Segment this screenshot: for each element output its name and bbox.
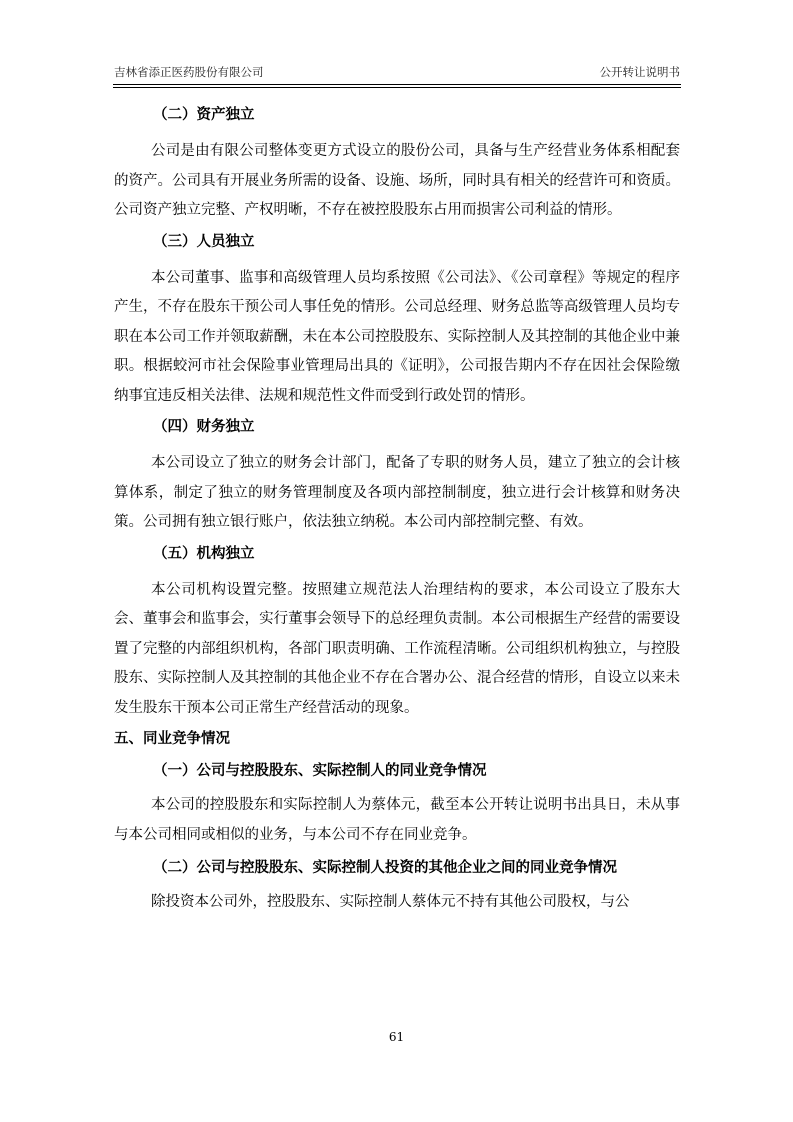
competition-section-heading: 五、同业竞争情况	[114, 731, 230, 747]
asset-independence-heading: （二）资产独立	[153, 107, 255, 123]
organization-independence-paragraph: 本公司机构设置完整。按照建立规范法人治理结构的要求，本公司设立了股东大会、董事会和监事会，实行董事会领导下的总经理负责制。本公司根据生产经营的需要设置了完整的内部组织机构，各部门职责明确、工作流程清晰。公司组织机构独立，与控股股东、实际控制人及其控制的其他企业不存在合署办公、混合经营的情形，自设立以来未发生股东干预本公司正常生产经营活动的现象。	[114, 581, 680, 716]
organization-independence-heading: （五）机构独立	[153, 545, 255, 562]
document-body	[114, 95, 680, 918]
asset-independence-paragraph: 公司是由有限公司整体变更方式设立的股份公司，具备与生产经营业务体系相配套的资产。公司具有开展业务所需的设备、设施、场所，同时具有相关的经营许可和资质。公司资产独立完整、产权明晰，不存在被控股股东占用而损害公司利益的情形。	[114, 143, 680, 218]
controlling-shareholder-competition-heading: （一）公司与控股股东、实际控制人的同业竞争情况	[153, 763, 487, 779]
header-document-title: 公开转让说明书	[599, 65, 680, 79]
header-company-name: 吉林省添正医药股份有限公司	[114, 65, 264, 79]
controlling-shareholder-competition-paragraph: 本公司的控股股东和实际控制人为蔡体元，截至本公开转让说明书出具日，未从事与本公司相同或相似的业务，与本公司不存在同业竞争。	[114, 797, 680, 843]
finance-independence-heading: （四）财务独立	[153, 419, 255, 435]
personnel-independence-heading: （三）人员独立	[153, 233, 255, 250]
header-divider	[113, 84, 681, 88]
other-enterprises-competition-paragraph: 除投资本公司外，控股股东、实际控制人蔡体元不持有其他公司股权，与公	[151, 894, 630, 910]
personnel-independence-paragraph: 本公司董事、监事和高级管理人员均系按照《公司法》、《公司章程》等规定的程序产生，不存在股东干预公司人事任免的情形。公司总经理、财务总监等高级管理人员均专职在本公司工作并领取薪酬，未在本公司控股股东、实际控制人及其控制的其他企业中兼职。根据蛟河市社会保险事业管理局出具的《证明》，公司报告期内不存在因社会保险缴纳事宜违反相关法律、法规和规范性文件而受到行政处罚的情形。	[114, 269, 680, 404]
finance-independence-paragraph: 本公司设立了独立的财务会计部门，配备了专职的财务人员，建立了独立的会计核算体系，制定了独立的财务管理制度及各项内部控制制度，独立进行会计核算和财务决策。公司拥有独立银行账户，依法独立纳税。本公司内部控制完整、有效。	[114, 455, 680, 530]
other-enterprises-competition-heading: （二）公司与控股股东、实际控制人投资的其他企业之间的同业竞争情况	[153, 860, 617, 876]
page-number: 61	[388, 1030, 405, 1044]
